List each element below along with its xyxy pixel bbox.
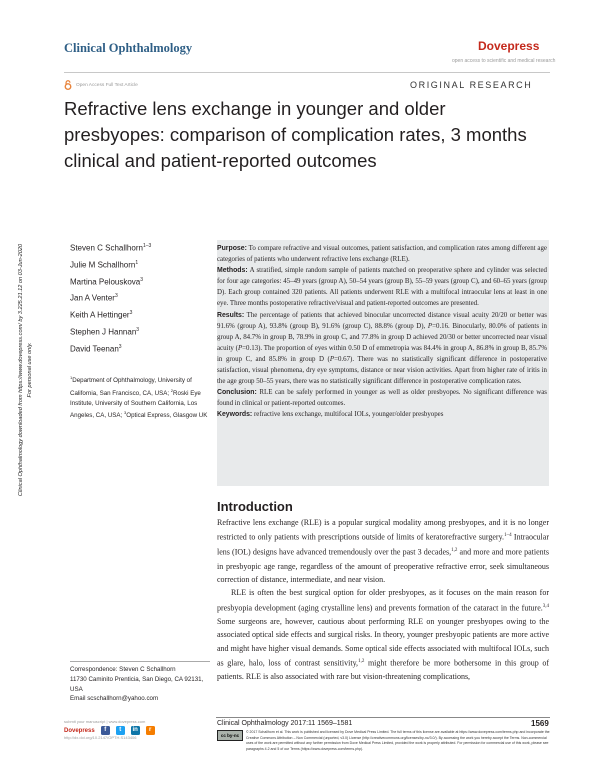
- twitter-icon[interactable]: t: [116, 726, 125, 735]
- rss-icon[interactable]: r: [146, 726, 155, 735]
- correspondence-email[interactable]: Email scschallhorn@yahoo.com: [70, 695, 159, 703]
- linkedin-icon[interactable]: in: [132, 727, 138, 733]
- footer-divider: [216, 717, 550, 718]
- author: Julie M Schallhorn$^1$: [70, 259, 139, 270]
- abstract-results: Results: The percentage of patients that achieved binocular uncorrected distance visual acuity 20/20 or better was 91.6% (group A), 93.8% (group B), 91.6% (group C), 88.8% (group D), P=0.16. Binocularly, 80.0% of patients in group A, 84.7% in group B, 78.9% in group C, and 77.8% in group D achieved 20/30 or better uncorrected near visual acuity (P=0.13). The proportion of eyes within 0.50 D of emmetropia was 84.4% in group A, 86.8% in group B, 85.7% in group C, and 85.8% in group D (P=0.67). There was no statistically significant difference in postoperative satisfaction, visual phenomena, dry eye symptoms, distance or near vision activities. Apart from higher rate of iritis in the age group 50–55 years, there was no statistically significant difference in postoperative complication rates.: [217, 311, 547, 386]
- author: David Teenan$^3$: [70, 343, 122, 354]
- correspondence: Correspondence: Steven C Schallhorn 11730 Caminito Prenticia, San Diego, CA 92131, USA Email scschallhorn@yahoo.com: [70, 665, 210, 704]
- author-list: [70, 239, 151, 356]
- personal-use-watermark: [23, 150, 37, 590]
- open-access-badge: [64, 80, 138, 90]
- header-divider: [64, 72, 550, 73]
- paragraph: RLE is often the best surgical option for older presbyopes, as it focuses on the main reason for presbyopia development (aging crystalline lens) and prevents formation of the cataract in the future.$^{3,4}$ Some surgeons are, however, cautious about performing RLE on younger presbyopes owing to the associated optical side effects and surgical risks. In theory, younger presbyopic patients are more active and might have higher visual demands. Some optical side effects associated with multifocal IOLs, such as glare, halo, loss of contrast sensitivity,$^{1,2}$ might therefore be more bothersome in this group of patients. RLE is also associated with rare but vision-threatening complications,: [217, 588, 549, 682]
- journal-name: Clinical Ophthalmology: [64, 41, 193, 55]
- affiliations: $^1$Department of Ophthalmology, University of California, San Francisco, CA, USA; $^2$Roski Eye Institute, University of Southern California, Los Angeles, CA, USA; $^3$Optical Express, Glasgow UK: [70, 375, 208, 420]
- article-type: ORIGINAL RESEARCH: [410, 80, 533, 90]
- abstract-keywords: Keywords: refractive lens exchange, multifocal IOLs, younger/older presbyopes: [217, 411, 444, 419]
- author: Martina Pelouskova$^3$: [70, 276, 144, 287]
- abstract-box: [217, 240, 549, 486]
- footer-publisher-logo[interactable]: Dovepress: [64, 727, 95, 734]
- section-heading-introduction: Introduction: [217, 499, 293, 514]
- personal-use-notice: For personal use only.: [27, 342, 33, 398]
- open-access-label: Open Access Full Text Article: [76, 82, 138, 88]
- abstract-methods: Methods: A stratified, simple random sample of patients matched on preoperative sphere and cylinder was selected for four age categories: 45–49 years (group A), 50–54 years (group B), 55–59 years (group C), and 60–65 years (group D). Each group contained 320 patients. All patients underwent RLE with a multifocal intraocular lens at least in one eye. Three months postoperative refractive/visual and patient-reported outcomes are presented.: [217, 267, 547, 308]
- download-notice-text: Clinical Ophthalmology downloaded from https://www.dovepress.com/ by 3.225.21.12 on 03-Jun-2020: [18, 243, 24, 497]
- footer-left: [64, 719, 204, 740]
- submit-link[interactable]: submit your manuscript | www.dovepress.com: [64, 719, 146, 724]
- author: Steven C Schallhorn$^{1-3}$: [70, 243, 152, 253]
- introduction-text: [217, 516, 549, 684]
- abstract-conclusion: Conclusion: RLE can be safely performed in younger as well as older presbyopes. No significant difference was found in clinical or patient-reported outcomes.: [217, 389, 547, 408]
- license: [217, 730, 550, 753]
- abstract-purpose: Purpose: To compare refractive and visual outcomes, patient satisfaction, and complication rates among different age categories of patients who underwent refractive lens exchange (RLE).: [217, 245, 547, 264]
- open-access-icon: [64, 80, 72, 90]
- author: Stephen J Hannan$^3$: [70, 326, 140, 337]
- author: Jan A Venter$^3$: [70, 293, 118, 303]
- cc-license-badge[interactable]: cc by-nc: [217, 730, 243, 741]
- article-title: Refractive lens exchange in younger and older presbyopes: comparison of complication rates, 3 months clinical and patient-reported outcomes: [64, 98, 527, 171]
- license-text: © 2017 Schallhorn et al. This work is published and licensed by Dove Medical Press Limited. The full terms of this license are available at https://www.dovepress.com/terms.php and incorporate the Creative Commons Attribution – Non Commercial (unported, v3.0) License (http://creativecommons.org/licenses/by-nc/3.0/). By accessing the work you hereby accept the Terms. Non-commercial uses of the work are permitted without any further permission from Dove Medical Press Limited, provided the work is properly attributed. For permission for commercial use of this work, please see paragraphs 4.2 and 5 of our Terms (https://www.dovepress.com/terms.php).: [246, 730, 550, 752]
- publisher-logo[interactable]: Dovepress: [478, 39, 540, 53]
- page-number: 1569: [531, 719, 549, 728]
- citation: Clinical Ophthalmology 2017:11 1569–1581: [217, 720, 353, 727]
- paragraph: Refractive lens exchange (RLE) is a popular surgical modality among presbyopes, and it is no longer restricted to only patients with prescriptions outside of limits of keratorefractive surgery.$^{1-4}$ Intraocular lens (IOL) designs have advanced tremendously over the past 3 decades,$^{1,2}$ and more and more patients in presbyopic age range, regardless of the amount of preoperative refractive error, seek simultaneous correction of distance, intermediate, and near vision.: [217, 518, 550, 584]
- doi-link[interactable]: http://dx.doi.org/10.2147/OPTH.S143406: [64, 735, 137, 740]
- facebook-icon[interactable]: f: [101, 726, 110, 735]
- publisher-tagline: open access to scientific and medical research: [452, 58, 556, 64]
- correspondence-divider: [70, 661, 210, 662]
- author: Keith A Hettinger$^3$: [70, 310, 133, 320]
